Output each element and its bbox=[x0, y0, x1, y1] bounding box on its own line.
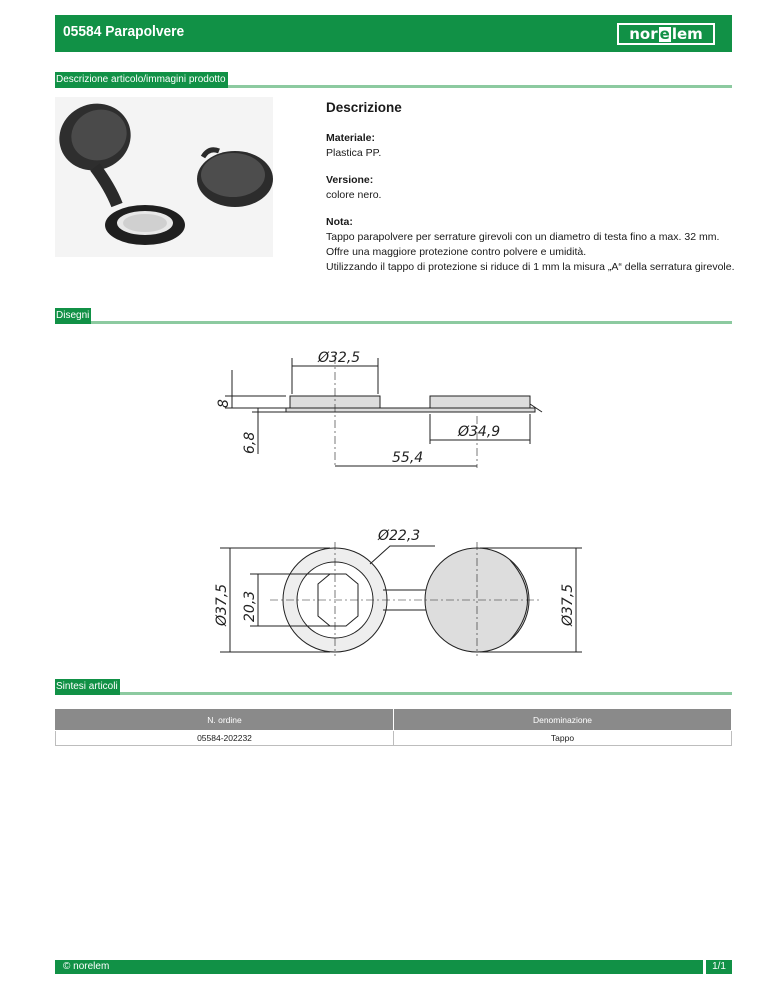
note-line: Utilizzando il tappo di protezione si riduce di 1 mm la misura „A“ della serratura girevole. bbox=[326, 261, 735, 273]
section-rule bbox=[55, 692, 732, 695]
note-line: Offre una maggiore protezione contro polvere e umidità. bbox=[326, 246, 587, 258]
dim-length-55-4: 55,4 bbox=[392, 450, 424, 466]
table-row bbox=[56, 731, 732, 746]
dim-d-37-5-right: Ø37,5 bbox=[560, 583, 576, 626]
material-value: Plastica PP. bbox=[326, 147, 382, 159]
version-block bbox=[326, 173, 736, 203]
order-number-cell: 05584-202232 bbox=[56, 731, 394, 746]
technical-drawing bbox=[180, 336, 620, 656]
page-title: 05584 Parapolvere bbox=[63, 23, 185, 40]
material-label: Materiale: bbox=[326, 132, 376, 144]
dim-d-32-5: Ø32,5 bbox=[318, 350, 361, 366]
section-title: Disegni bbox=[55, 308, 91, 324]
section-drawings bbox=[55, 308, 732, 324]
dim-d-37-5-left: Ø37,5 bbox=[214, 583, 230, 626]
note-block bbox=[326, 215, 736, 275]
table-header-row bbox=[56, 709, 732, 731]
note-label: Nota: bbox=[326, 216, 353, 228]
dim-d-34-9: Ø34,9 bbox=[458, 424, 501, 440]
description-block bbox=[326, 100, 736, 287]
page-number: 1/1 bbox=[703, 960, 732, 974]
section-description-images bbox=[55, 72, 732, 88]
version-value: colore nero. bbox=[326, 189, 382, 201]
norelem-logo: nor e lem bbox=[617, 23, 715, 45]
version-label: Versione: bbox=[326, 174, 374, 186]
dim-width-20-3: 20,3 bbox=[242, 590, 258, 622]
copyright: © norelem bbox=[63, 961, 110, 972]
page-header bbox=[55, 15, 732, 52]
dim-height-6-8: 6,8 bbox=[242, 431, 258, 454]
section-title: Sintesi articoli bbox=[55, 679, 120, 695]
dim-height-8: 8 bbox=[216, 399, 232, 408]
designation-cell: Tappo bbox=[394, 731, 732, 746]
product-image bbox=[55, 97, 273, 257]
note-line: Tappo parapolvere per serrature girevoli con un diametro di testa fino a max. 32 mm. bbox=[326, 231, 720, 243]
material-block bbox=[326, 131, 736, 161]
dim-d-22-3: Ø22,3 bbox=[378, 528, 421, 544]
section-summary bbox=[55, 679, 732, 695]
section-rule bbox=[55, 321, 732, 324]
column-header: N. ordine bbox=[56, 709, 394, 731]
description-heading: Descrizione bbox=[326, 100, 402, 115]
section-title: Descrizione articolo/immagini prodotto bbox=[55, 72, 228, 88]
column-header: Denominazione bbox=[394, 709, 732, 731]
article-table bbox=[55, 708, 732, 746]
page-footer bbox=[55, 960, 732, 974]
